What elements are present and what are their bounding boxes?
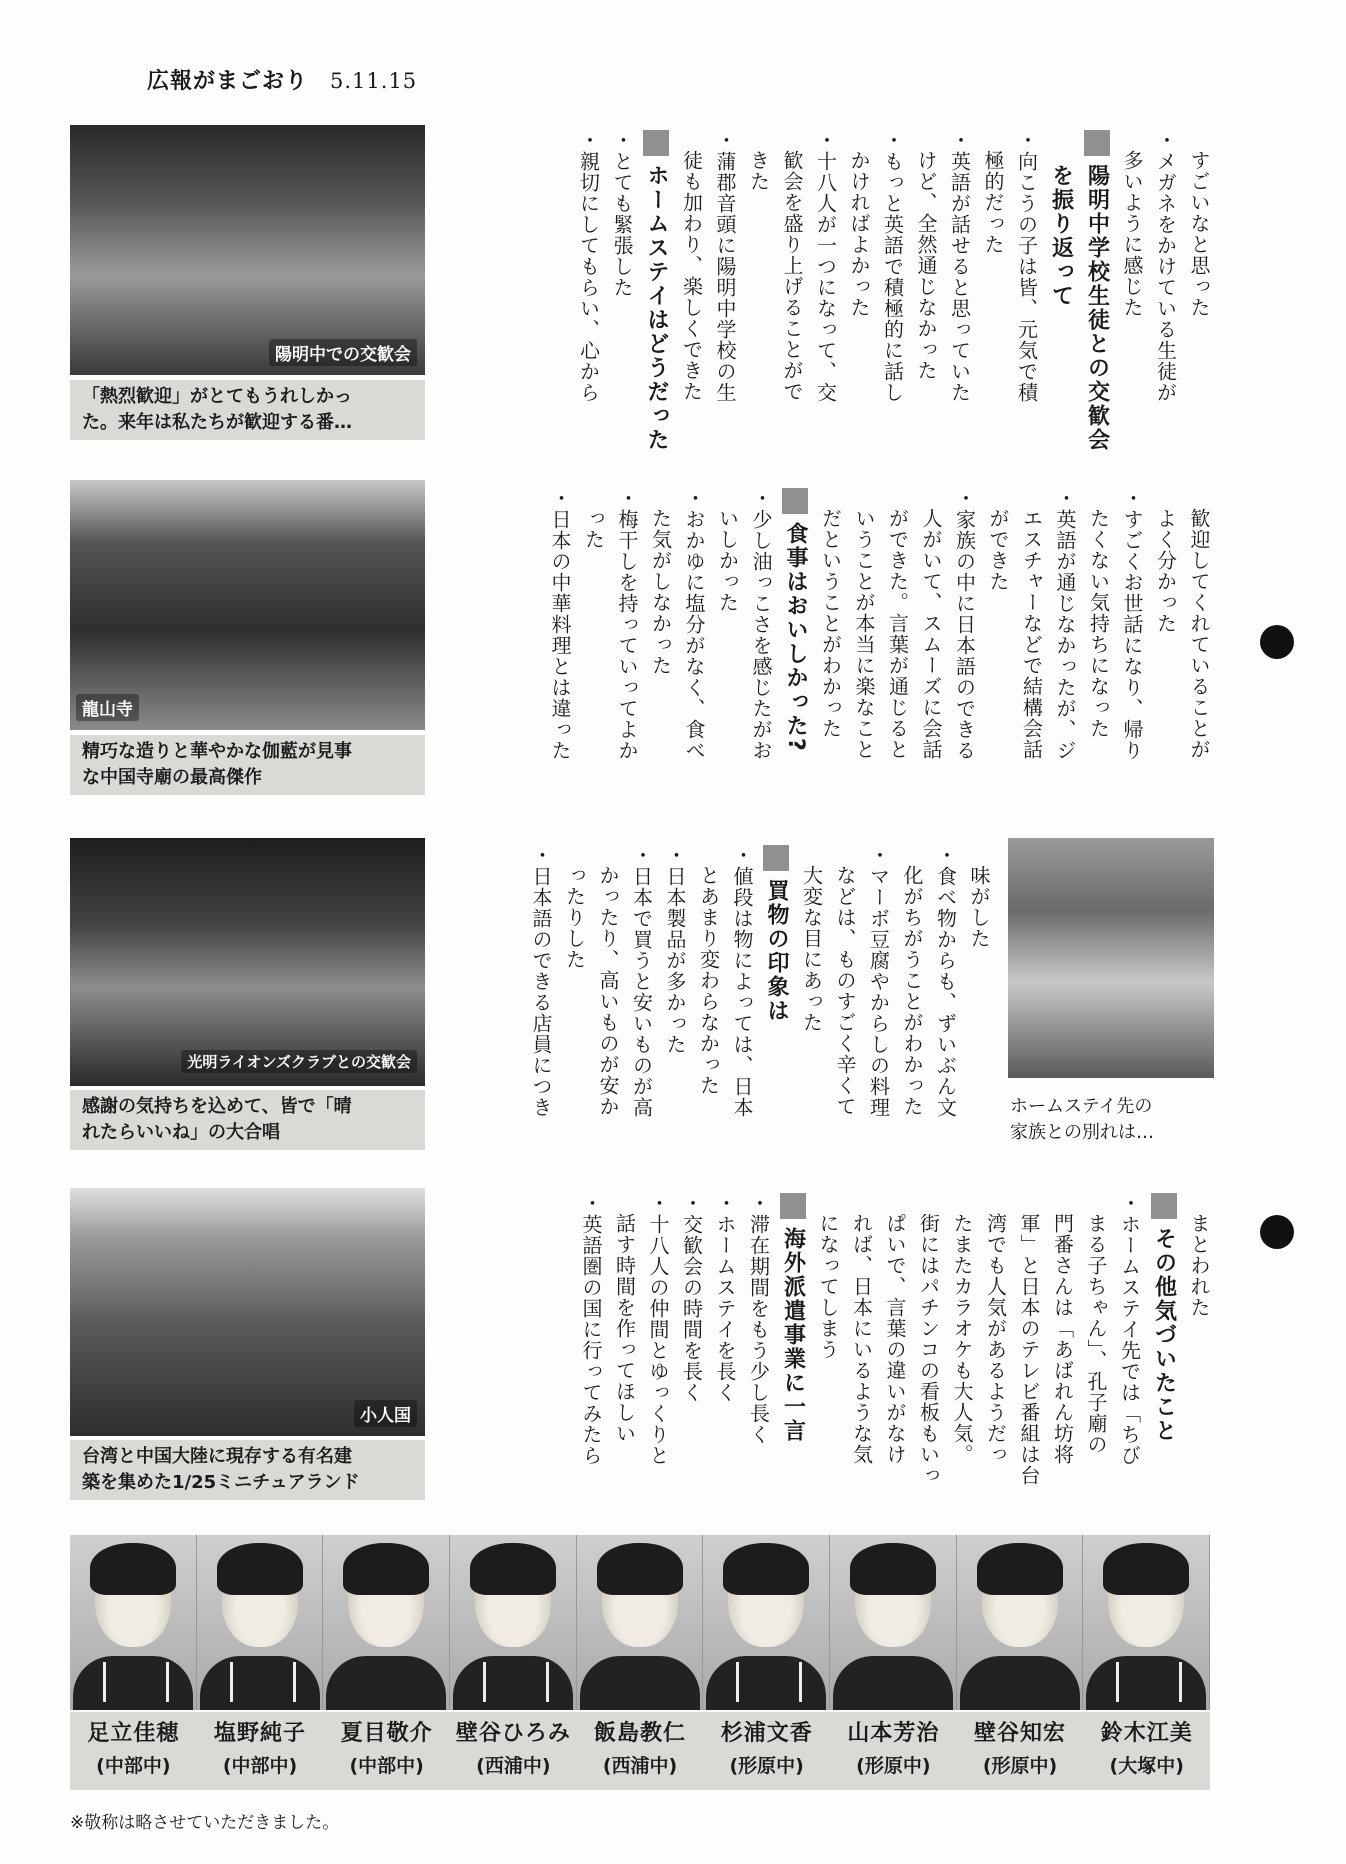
text-line: エスチャーなどで結構会話 <box>1019 508 1044 760</box>
member-name-card <box>957 1712 1084 1790</box>
text-line: ・ホームステイを長く <box>713 1193 737 1403</box>
text-line: 徒も加わり、楽しくできた <box>679 150 704 402</box>
text-line: ぱいで、言葉の違いがなけ <box>883 1213 907 1465</box>
member-name: 塩野純子 <box>214 1721 307 1746</box>
hair <box>217 1543 303 1595</box>
member-portrait <box>450 1535 577 1710</box>
text-line: ・日本製品が多かった <box>663 845 687 1055</box>
text-line: 門番さんは「あばれん坊将 <box>1050 1213 1075 1465</box>
photo-label: 陽明中での交歓会 <box>269 339 417 366</box>
text-line: 軍」と日本のテレビ番組は台 <box>1017 1213 1041 1486</box>
uniform <box>706 1656 826 1710</box>
member-school: (西浦中) <box>602 1755 678 1777</box>
text-line: 街にはパチンコの看板もいっ <box>916 1213 941 1486</box>
text-line: きた <box>746 150 771 192</box>
member-name-card <box>70 1712 197 1790</box>
text-line: 湾でも人気があるようだっ <box>983 1213 1008 1465</box>
heading-text: 買物の印象は <box>764 879 789 1023</box>
heading-text: その他気づいたこと <box>1151 1227 1177 1443</box>
hair <box>977 1543 1063 1595</box>
text-line: ・蒲郡音頭に陽明中学校の生 <box>713 130 737 403</box>
member-portrait <box>957 1535 1084 1710</box>
text-line: れば、日本にいるような気 <box>849 1213 874 1465</box>
section-heading <box>1146 1193 1182 1503</box>
text-line: ・十八人が一つになって、交 <box>813 130 838 403</box>
article-row-1 <box>440 130 1215 450</box>
text-line: ・英語圏の国に行ってみたら <box>579 1193 603 1466</box>
text-line: た気がしなかった <box>648 508 673 676</box>
caption-line: 築を集めた1/25ミニチュアランド <box>82 1472 360 1493</box>
photo-homestay-farewell <box>1008 838 1214 1150</box>
text-line: ・家族の中に日本語のできる <box>952 488 977 761</box>
photo-lions-club-exchange <box>70 838 425 1150</box>
heading-text: を振り返って <box>1048 164 1074 308</box>
member-portraits <box>70 1535 1210 1710</box>
page-header <box>147 64 417 95</box>
uniform <box>833 1656 953 1710</box>
heading-marker <box>1151 1193 1177 1219</box>
text-line: った <box>581 508 606 550</box>
text-line: たくない気持ちになった <box>1086 508 1111 739</box>
text-line: になってしまう <box>816 1213 840 1360</box>
section-heading <box>1043 130 1079 450</box>
article-row-3 <box>440 845 995 1155</box>
member-school: (中部中) <box>96 1755 171 1777</box>
heading-text: 食事はおいしかった? <box>783 522 808 753</box>
hair <box>723 1543 809 1595</box>
uniform <box>580 1656 700 1710</box>
caption-line: 感謝の気持ちを込めて、皆で「晴 <box>82 1096 352 1117</box>
caption-line: ホームステイ先の <box>1010 1096 1153 1117</box>
section-heading <box>1079 130 1115 450</box>
heading-text: 海外派遣事業に一言 <box>780 1227 806 1443</box>
binding-hole-mark <box>1260 1215 1294 1249</box>
text-line: ・英語が通じなかったが、ジ <box>1053 488 1077 761</box>
member-portrait <box>1083 1535 1210 1710</box>
text-line: たまたカラオケも大人気。 <box>950 1213 974 1465</box>
caption-line: れたらいいね」の大合唱 <box>82 1122 280 1143</box>
text-line: ・とても緊張した <box>610 130 634 298</box>
article-row-4 <box>440 1193 1215 1503</box>
text-line: ・交歓会の時間を長く <box>679 1193 704 1403</box>
member-portrait <box>703 1535 830 1710</box>
photo-image <box>70 125 425 375</box>
photo-caption <box>70 1090 425 1150</box>
hair <box>343 1543 429 1595</box>
photo-caption <box>70 735 425 795</box>
section-heading <box>777 488 813 813</box>
member-name: 壁谷知宏 <box>974 1721 1067 1746</box>
text-line: ・おかゆに塩分がなく、食べ <box>682 488 706 761</box>
member-name-card <box>577 1712 704 1790</box>
text-line: などは、ものすごく辛くて <box>833 865 857 1117</box>
photo-image <box>70 480 425 730</box>
text-line: ・マーボ豆腐やからしの料理 <box>866 845 891 1118</box>
text-line: だということがわかった <box>818 508 843 739</box>
caption-line: 台湾と中国大陸に現存する有名建 <box>82 1446 352 1467</box>
photo-caption <box>70 1440 425 1500</box>
member-names <box>70 1712 1210 1790</box>
member-name: 鈴木江美 <box>1100 1721 1193 1746</box>
text-line: かったり、高いものが安か <box>596 865 620 1117</box>
caption-line: 家族との別れは… <box>1010 1122 1154 1143</box>
member-portrait <box>830 1535 957 1710</box>
text-line: ・英語が話せると思っていた <box>947 130 972 403</box>
member-name: 夏目敬介 <box>340 1721 433 1746</box>
member-name-card <box>703 1712 830 1790</box>
text-line: けど、全然通じなかった <box>914 150 938 381</box>
heading-marker <box>763 845 789 871</box>
text-line: すごいなと思った <box>1187 150 1211 318</box>
text-line: 大変な目にあった <box>799 865 824 1033</box>
text-line: 話す時間を作ってほしい <box>612 1213 637 1444</box>
hair <box>850 1543 936 1595</box>
text-line: ・すごくお世話になり、帰り <box>1120 488 1144 761</box>
member-name-card <box>1083 1712 1210 1790</box>
photo-label: 光明ライオンズクラブとの交歓会 <box>181 1050 417 1073</box>
caption-line: た。来年は私たちが歓迎する番… <box>82 412 352 433</box>
text-line: 歓迎してくれていることが <box>1187 508 1211 760</box>
member-school: (中部中) <box>222 1755 298 1777</box>
text-line: いしかった <box>715 508 740 613</box>
photo-label: 小人国 <box>354 1400 417 1427</box>
text-line: まる子ちゃん」、孔子廟の <box>1084 1213 1108 1455</box>
text-line: 味がした <box>967 865 991 949</box>
caption-line: 「熱烈歓迎」がとてもうれしかっ <box>82 386 352 407</box>
text-line: ・日本語のできる店員につき <box>529 845 553 1118</box>
text-line: 極的だった <box>981 150 1005 255</box>
heading-marker <box>643 130 669 156</box>
member-name: 飯島教仁 <box>594 1721 687 1746</box>
photo-label: 龍山寺 <box>76 694 139 721</box>
text-line: ができた。言葉が通じると <box>885 508 910 760</box>
hair <box>90 1543 176 1595</box>
text-line: ・少し油っこさを感じたがお <box>749 488 773 761</box>
photo-yangming-exchange <box>70 125 425 440</box>
uniform <box>1086 1656 1206 1710</box>
text-line: ・滞在期間をもう少し長く <box>746 1193 771 1445</box>
text-line: いうことが本当に楽なこと <box>852 508 876 760</box>
uniform <box>960 1656 1080 1710</box>
member-name-card <box>197 1712 324 1790</box>
uniform <box>73 1656 193 1710</box>
heading-marker <box>1084 130 1110 156</box>
member-portrait <box>577 1535 704 1710</box>
member-school: (西浦中) <box>476 1755 551 1777</box>
footnote: ※敬称は略させていただきました。 <box>70 1813 340 1833</box>
photo-image <box>1008 838 1214 1078</box>
issue-date: 5.11.15 <box>330 69 418 93</box>
member-name-card <box>450 1712 577 1790</box>
text-line: ・向こうの子は皆、元気で積 <box>1014 130 1039 403</box>
text-line: ・もっと英語で積極的に話し <box>880 130 905 403</box>
text-line: ・メガネをかけている生徒が <box>1153 130 1178 403</box>
member-name-card <box>323 1712 450 1790</box>
text-line: ・親切にしてもらい、心から <box>576 130 601 403</box>
text-line: ・ホームステイ先では「ちび <box>1117 1193 1142 1466</box>
uniform <box>200 1656 320 1710</box>
binding-hole-mark <box>1260 625 1294 659</box>
text-line: 人がいて、スムーズに会話 <box>919 508 943 760</box>
text-line: まとわれた <box>1187 1213 1211 1318</box>
member-name: 杉浦文香 <box>720 1721 813 1746</box>
text-line: よく分かった <box>1153 508 1178 634</box>
hair <box>470 1543 556 1595</box>
member-name: 足立佳穂 <box>87 1721 180 1746</box>
member-school: (形原中) <box>982 1755 1058 1777</box>
heading-marker <box>780 1193 806 1219</box>
member-portrait <box>70 1535 197 1710</box>
member-school: (大塚中) <box>1109 1755 1184 1777</box>
photo-caption <box>70 380 425 440</box>
heading-text: 陽明中学校生徒との交歓会 <box>1084 164 1110 452</box>
member-name-card <box>830 1712 957 1790</box>
member-name: 山本芳治 <box>847 1721 940 1746</box>
photo-miniature-land <box>70 1188 425 1500</box>
text-line: かければよかった <box>847 150 871 318</box>
section-heading <box>775 1193 811 1503</box>
article-row-2 <box>440 488 1215 813</box>
member-school: (形原中) <box>856 1755 931 1777</box>
text-line: ができた <box>986 508 1010 592</box>
member-school: (中部中) <box>349 1755 424 1777</box>
uniform <box>453 1656 573 1710</box>
section-heading <box>638 130 674 450</box>
photo-image <box>70 1188 425 1436</box>
member-school: (形原中) <box>729 1755 804 1777</box>
publication-title: 広報がまごおり <box>147 69 309 94</box>
member-portrait <box>197 1535 324 1710</box>
text-line: とあまり変わらなかった <box>696 865 721 1096</box>
photo-longshan-temple <box>70 480 425 795</box>
heading-marker <box>782 488 808 514</box>
text-line: ・食べ物からも、ずいぶん文 <box>933 845 958 1118</box>
caption-line: な中国寺廟の最高傑作 <box>82 767 262 788</box>
hair <box>597 1543 683 1595</box>
photo-caption <box>1008 1090 1214 1150</box>
caption-line: 精巧な造りと華やかな伽藍が見事 <box>82 741 352 762</box>
text-line: ったりした <box>562 865 587 970</box>
text-line: 化がちがうことがわかった <box>900 865 924 1117</box>
text-line: ・十八人の仲間とゆっくりと <box>646 1193 670 1466</box>
member-portrait <box>323 1535 450 1710</box>
member-name: 壁谷ひろみ <box>455 1721 571 1746</box>
section-heading <box>758 845 794 1155</box>
text-line: ・値段は物によっては、日本 <box>730 845 754 1118</box>
text-line: 歓会を盛り上げることがで <box>780 150 804 402</box>
heading-text: ホームステイはどうだった <box>644 164 669 452</box>
text-line: ・梅干しを持っていってよか <box>615 488 639 761</box>
text-line: ・日本の中華料理とは違った <box>548 488 572 761</box>
hair <box>1103 1543 1189 1595</box>
photo-image <box>70 838 425 1086</box>
text-line: 多いように感じた <box>1120 150 1144 318</box>
text-line: ・日本で買うと安いものが高 <box>629 845 654 1118</box>
uniform <box>326 1656 446 1710</box>
